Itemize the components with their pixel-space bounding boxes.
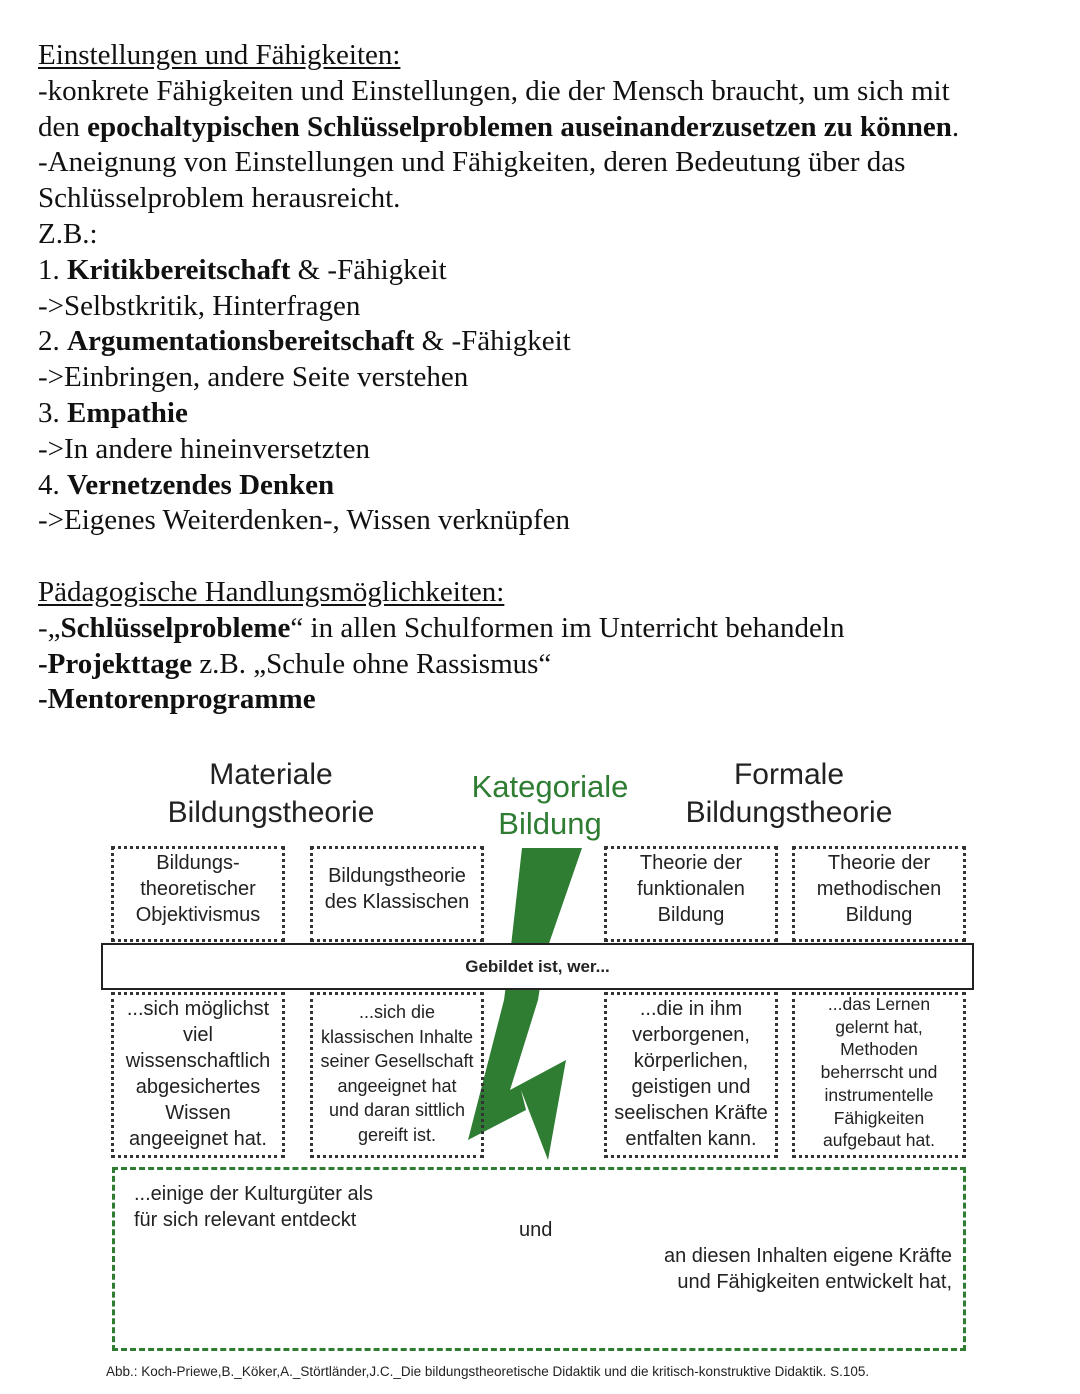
note-line: -Mentorenprogramme (38, 683, 316, 716)
bold-text: epochaltypischen Schlüsselproblemen auseinanderzusetzen zu können (87, 110, 952, 143)
note-line: -Aneignung von Einstellungen und Fähigkeiten, deren Bedeutung über das (38, 146, 906, 179)
figure-caption: Abb.: Koch-Priewe,B._Köker,A._Störtländer,J.C._Die bildungstheoretische Didaktik und die kritisch-konstruktive Didaktik. S.105. (106, 1364, 870, 1379)
kategoriale-heading: Kategoriale Bildung (471, 769, 629, 841)
section-heading-paedagogisch: Pädagogische Handlungsmöglichkeiten: (38, 575, 505, 608)
kategoriale-right-text: an diesen Inhalten eigene Kräfte und Fähigkeiten entwickelt hat, (664, 1245, 952, 1293)
arrow-shape (468, 848, 582, 1160)
cell-klassischen: Bildungstheorie des Klassischen (324, 865, 470, 913)
note-line: Z.B.: (38, 217, 98, 250)
kategoriale-left-text: ...einige der Kulturgüter als für sich relevant entdeckt (134, 1183, 374, 1231)
list-item-sub: ->Selbstkritik, Hinterfragen (38, 289, 361, 322)
list-item: 4. Vernetzendes Denken (38, 468, 335, 501)
cell-methodischen: Theorie der methodischen Bildung (816, 852, 942, 926)
cell-definition-3: ...die in ihm verborgenen, körperlichen, geistigen und seelischen Kräfte entfalten kann. (614, 998, 768, 1150)
list-item: 3. Empathie (38, 396, 188, 429)
formale-heading: Formale Bildungstheorie (685, 758, 893, 829)
materiale-heading: Materiale Bildungstheorie (167, 758, 375, 829)
note-line: -„Schlüsselprobleme“ in allen Schulformen im Unterricht behandeln (38, 611, 845, 644)
kategoriale-und: und (519, 1219, 553, 1241)
note-line: -konkrete Fähigkeiten und Einstellungen, die der Mensch braucht, um sich mit (38, 74, 950, 107)
note-line: den epochaltypischen Schlüsselproblemen auseinanderzusetzen zu können. (38, 110, 960, 143)
list-item: 1. Kritikbereitschaft & -Fähigkeit (38, 253, 447, 286)
list-item: 2. Argumentationsbereitschaft & -Fähigkeit (38, 325, 571, 358)
list-item-sub: ->Eigenes Weiterdenken-, Wissen verknüpfen (38, 504, 570, 537)
cell-objektivismus: Bildungs- theoretischer Objektivismus (135, 852, 261, 926)
cell-funktionalen: Theorie der funktionalen Bildung (637, 852, 745, 926)
note-line: Schlüsselproblem herausreicht. (38, 182, 401, 215)
section-heading-einstellungen: Einstellungen und Fähigkeiten: (38, 39, 401, 71)
list-item-sub: ->Einbringen, andere Seite verstehen (38, 361, 469, 394)
cell-definition-2: ...sich die klassischen Inhalte seiner Gesellschaft angeeignet hat und daran sittlich gereift ist. (320, 1002, 474, 1145)
list-item-sub: ->In andere hineinversetzten (38, 432, 370, 465)
cell-definition-1: ...sich möglichst viel wissenschaftlich abgesichertes Wissen angeeignet hat. (125, 998, 271, 1150)
gebildet-bar: Gebildet ist, wer... (101, 943, 974, 990)
cell-definition-4: ...das Lernen gelernt hat, Methoden beherrscht und instrumentelle Fähigkeiten aufgebaut hat. (820, 994, 938, 1151)
note-line: -Projekttage z.B. „Schule ohne Rassismus“ (38, 647, 552, 680)
